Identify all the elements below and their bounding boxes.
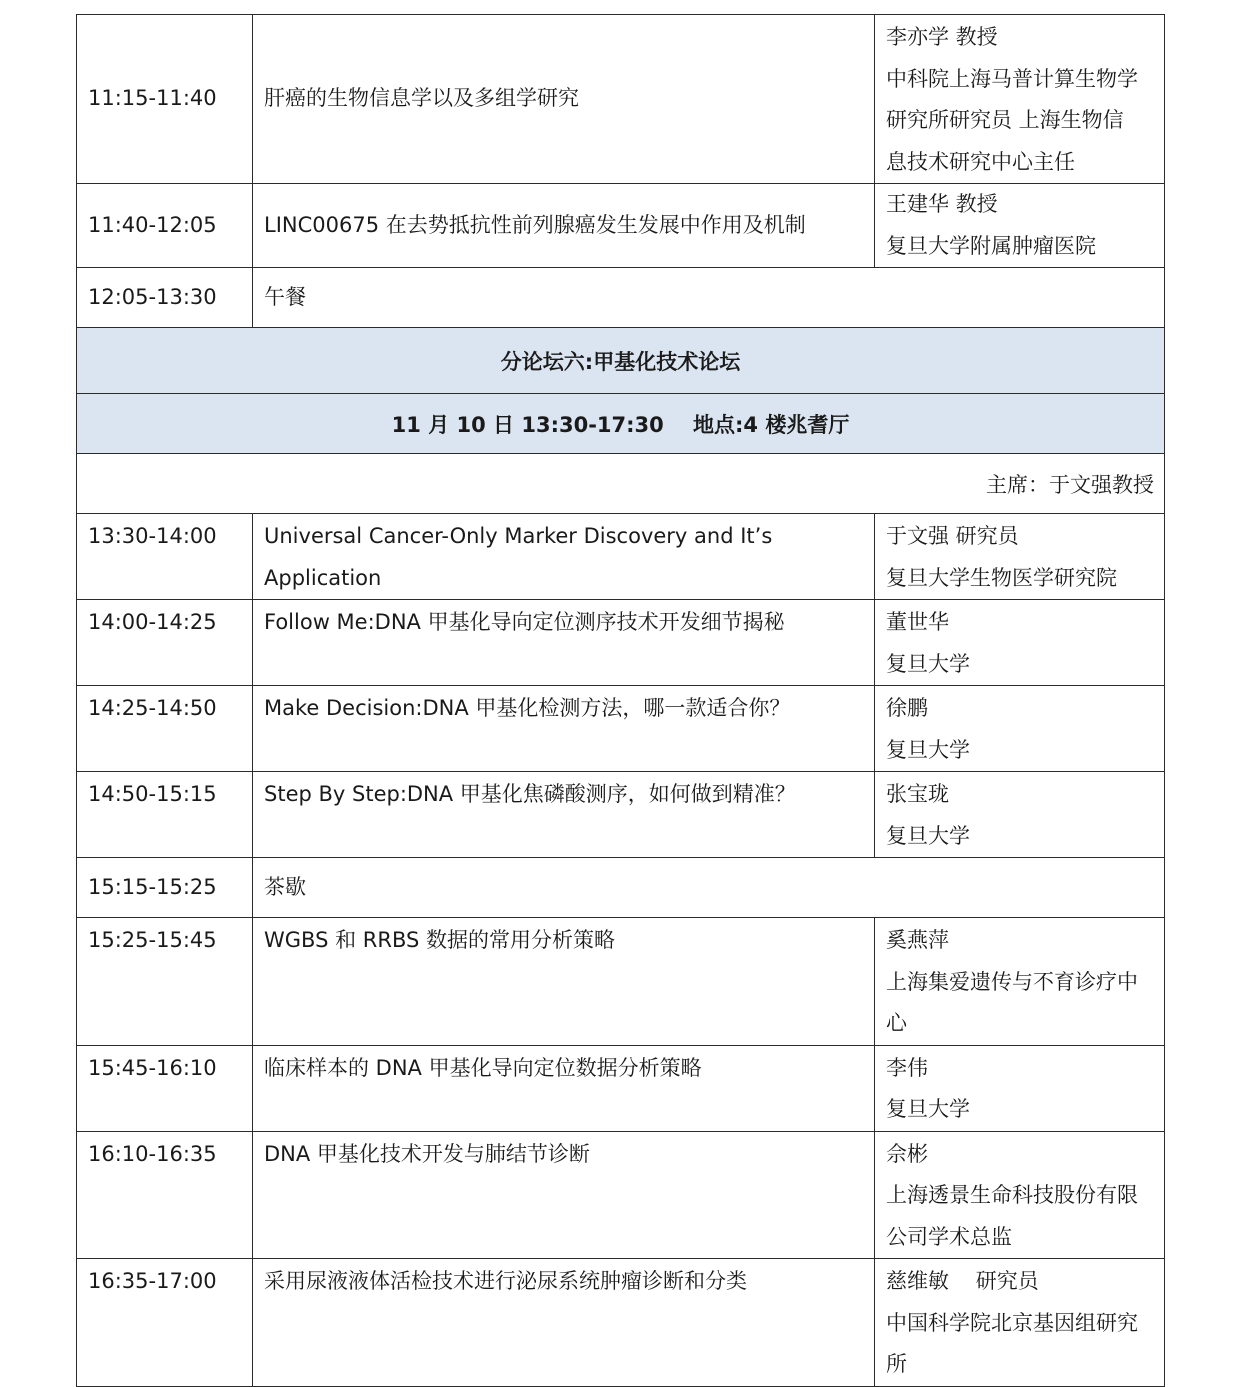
speaker-name: 董世华 bbox=[886, 610, 949, 634]
table-row bbox=[77, 858, 1165, 918]
speaker-affiliation: 公司学术总监 bbox=[886, 1224, 1012, 1249]
speaker-name: 李伟 bbox=[886, 1055, 928, 1080]
session-title-row bbox=[77, 328, 1165, 394]
break-label: 茶歇 bbox=[253, 858, 1165, 918]
speaker-affiliation: 上海透景生命科技股份有限 bbox=[886, 1183, 1138, 1207]
speaker-affiliation: 复旦大学 bbox=[886, 737, 970, 762]
talk-title: 肝癌的生物信息学以及多组学研究 bbox=[253, 15, 875, 184]
table-row bbox=[77, 184, 1165, 268]
speaker-affiliation: 上海集爱遗传与不育诊疗中 bbox=[886, 969, 1138, 994]
time-cell: 15:25-15:45 bbox=[77, 918, 253, 1046]
speaker-affiliation: 复旦大学附属肿瘤医院 bbox=[886, 233, 1096, 258]
time-cell: 11:40-12:05 bbox=[77, 184, 253, 268]
talk-title: Application bbox=[264, 565, 382, 590]
talk-title-cell bbox=[253, 1045, 875, 1131]
table-row bbox=[77, 686, 1165, 772]
time-cell: 13:30-14:00 bbox=[77, 514, 253, 600]
speaker-cell bbox=[875, 1259, 1165, 1387]
speaker-affiliation: 复旦大学 bbox=[886, 1097, 970, 1121]
agenda-table bbox=[76, 14, 1165, 1387]
speaker-affiliation: 研究所研究员 上海生物信 bbox=[886, 108, 1124, 132]
talk-title-cell bbox=[253, 918, 875, 1046]
time-cell: 16:10-16:35 bbox=[77, 1131, 253, 1259]
talk-title-cell bbox=[253, 772, 875, 858]
speaker-cell bbox=[875, 15, 1165, 184]
speaker-cell bbox=[875, 686, 1165, 772]
session-datetime-row bbox=[77, 394, 1165, 454]
speaker-name: 佘彬 bbox=[886, 1141, 928, 1166]
table-row bbox=[77, 1131, 1165, 1259]
talk-title: Universal Cancer-Only Marker Discovery and It’s bbox=[264, 524, 773, 548]
time-cell: 15:15-15:25 bbox=[77, 858, 253, 918]
talk-title: Follow Me:DNA 甲基化导向定位测序技术开发细节揭秘 bbox=[264, 610, 785, 634]
table-row bbox=[77, 918, 1165, 1046]
time-cell: 14:00-14:25 bbox=[77, 600, 253, 686]
talk-title: DNA 甲基化技术开发与肺结节诊断 bbox=[264, 1141, 590, 1166]
speaker-cell bbox=[875, 1045, 1165, 1131]
talk-title: 临床样本的 DNA 甲基化导向定位数据分析策略 bbox=[264, 1055, 702, 1080]
time-cell: 11:15-11:40 bbox=[77, 15, 253, 184]
speaker-affiliation: 复旦大学 bbox=[886, 651, 970, 676]
session-datetime: 11 月 10 日 13:30-17:30 地点:4 楼兆耆厅 bbox=[77, 394, 1165, 454]
speaker-name: 慈维敏 研究员 bbox=[886, 1269, 1039, 1293]
speaker-name: 奚燕萍 bbox=[886, 928, 949, 952]
speaker-affiliation: 息技术研究中心主任 bbox=[886, 149, 1075, 174]
talk-title: 采用尿液液体活检技术进行泌尿系统肿瘤诊断和分类 bbox=[264, 1269, 747, 1293]
time-cell: 14:50-15:15 bbox=[77, 772, 253, 858]
chair-row bbox=[77, 454, 1165, 514]
speaker-cell bbox=[875, 514, 1165, 600]
speaker-affiliation: 所 bbox=[886, 1352, 907, 1376]
talk-title: Step By Step:DNA 甲基化焦磷酸测序，如何做到精准？ bbox=[264, 782, 796, 806]
table-row bbox=[77, 1259, 1165, 1387]
talk-title-cell bbox=[253, 686, 875, 772]
table-row bbox=[77, 15, 1165, 184]
speaker-name: 于文强 研究员 bbox=[886, 524, 1019, 548]
talk-title-cell bbox=[253, 1259, 875, 1387]
talk-title: LINC00675 在去势抵抗性前列腺癌发生发展中作用及机制 bbox=[253, 184, 875, 268]
speaker-cell bbox=[875, 772, 1165, 858]
speaker-cell bbox=[875, 600, 1165, 686]
speaker-name: 李亦学 教授 bbox=[886, 25, 998, 49]
session-title: 分论坛六:甲基化技术论坛 bbox=[77, 328, 1165, 394]
speaker-cell bbox=[875, 1131, 1165, 1259]
talk-title: WGBS 和 RRBS 数据的常用分析策略 bbox=[264, 928, 615, 952]
table-row bbox=[77, 772, 1165, 858]
speaker-affiliation: 复旦大学生物医学研究院 bbox=[886, 565, 1117, 590]
time-cell: 15:45-16:10 bbox=[77, 1045, 253, 1131]
time-cell: 16:35-17:00 bbox=[77, 1259, 253, 1387]
speaker-cell bbox=[875, 918, 1165, 1046]
speaker-affiliation: 中科院上海马普计算生物学 bbox=[886, 66, 1138, 91]
speaker-affiliation: 心 bbox=[886, 1011, 907, 1035]
talk-title-cell bbox=[253, 600, 875, 686]
time-cell: 14:25-14:50 bbox=[77, 686, 253, 772]
table-row bbox=[77, 1045, 1165, 1131]
talk-title: Make Decision:DNA 甲基化检测方法，哪一款适合你？ bbox=[264, 696, 791, 720]
break-label: 午餐 bbox=[253, 268, 1165, 328]
session-chair: 主席：于文强教授 bbox=[77, 454, 1165, 514]
speaker-cell bbox=[875, 184, 1165, 268]
time-cell: 12:05-13:30 bbox=[77, 268, 253, 328]
speaker-name: 王建华 教授 bbox=[886, 192, 998, 216]
talk-title-cell bbox=[253, 514, 875, 600]
table-row bbox=[77, 600, 1165, 686]
speaker-name: 徐鹏 bbox=[886, 696, 928, 720]
table-row bbox=[77, 514, 1165, 600]
table-row bbox=[77, 268, 1165, 328]
talk-title-cell bbox=[253, 1131, 875, 1259]
speaker-name: 张宝珑 bbox=[886, 782, 949, 806]
speaker-affiliation: 复旦大学 bbox=[886, 823, 970, 848]
speaker-affiliation: 中国科学院北京基因组研究 bbox=[886, 1310, 1138, 1335]
